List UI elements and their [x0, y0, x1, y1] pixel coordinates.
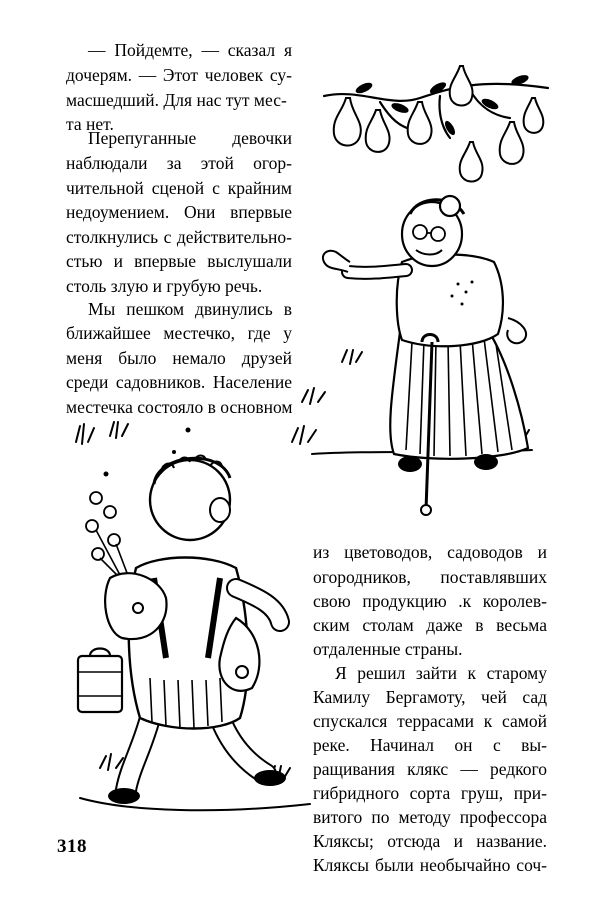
boy-with-flowers-illustration — [70, 418, 320, 830]
pear — [334, 98, 361, 146]
text-line: столкнулись с действительно- — [66, 227, 292, 247]
text-line: ским столам даже в весьма — [313, 615, 547, 635]
text-line: спускался террасами к самой — [313, 711, 547, 731]
text-line: дочерям. — Этот человек су- — [66, 65, 292, 85]
text-line: ращивания клякс — редкого — [313, 759, 547, 779]
text-line: столь злую и грубую речь. — [66, 276, 263, 296]
text-line: Кляксы; отсюда и название. — [313, 831, 547, 851]
text-line: среди садовников. Население — [66, 372, 292, 392]
text-line: та нет. — [66, 114, 114, 134]
text-line: ближайшее местечко, где у — [66, 323, 292, 343]
old-woman-illustration — [282, 192, 554, 522]
text-line: стью и впервые выслушали — [66, 251, 292, 271]
text-line: Кляксы были необычайно соч- — [313, 855, 547, 875]
text-line: местечка состояло в основном — [66, 397, 293, 417]
text-line: отдаленные страны. — [313, 639, 463, 659]
text-line: реке. Начинал он с вы- — [313, 735, 547, 755]
paragraph-start-line: Перепуганные девочки — [88, 128, 292, 148]
pear-branch-illustration — [320, 58, 552, 198]
text-line: наблюдали за этой огор- — [66, 153, 292, 173]
page-number: 318 — [57, 836, 87, 857]
text-line: гибридного сорта груш, при- — [313, 783, 547, 803]
text-line: огородников, поставлявших — [313, 567, 547, 587]
text-line: — Пойдемте, — сказал я — [88, 40, 292, 60]
pear — [450, 66, 473, 106]
text-line: недоумением. Они впервые — [66, 202, 292, 222]
paragraph-start-line: Я решил зайти к старому — [335, 663, 547, 683]
text-line: меня было немало друзей — [66, 348, 292, 368]
text-line: витого по методу профессора — [313, 807, 547, 827]
pear — [500, 122, 524, 164]
pear — [366, 110, 390, 152]
text-line: свою продукцию .к королев- — [313, 591, 547, 611]
pear — [524, 98, 544, 133]
paragraph-start-line: Мы пешком двинулись в — [88, 299, 292, 319]
pear — [460, 142, 483, 182]
pear — [408, 102, 432, 144]
text-line: из цветоводов, садоводов и — [313, 542, 547, 562]
text-line: чительной сценой с крайним — [66, 178, 292, 198]
text-line: масшедший. Для нас тут мес- — [66, 90, 287, 110]
text-line: Камилу Бергамоту, чей сад — [313, 687, 547, 707]
